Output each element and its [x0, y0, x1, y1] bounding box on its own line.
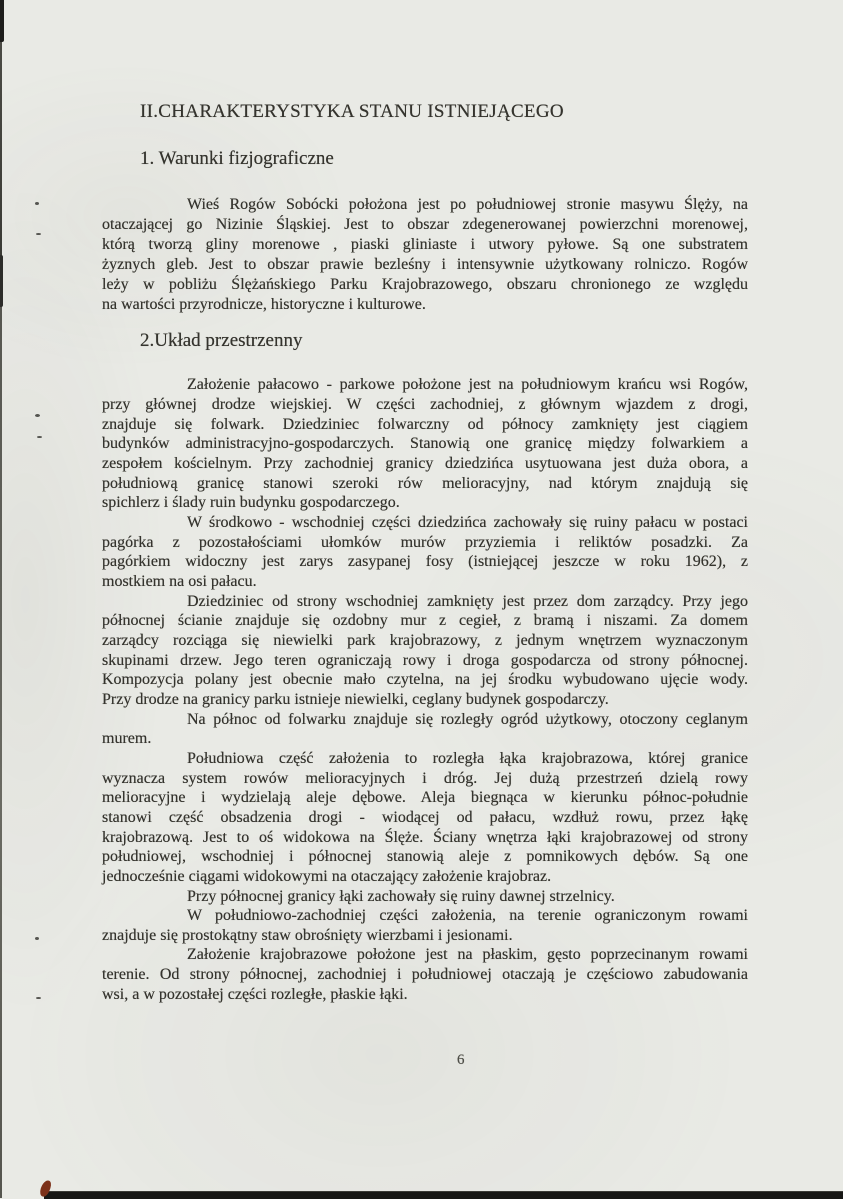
- text-line: zarządcy rozciąga się niewielki park krajobrazowy, z jednym wnętrzem wyznaczonym: [102, 631, 748, 649]
- text-line: znajduje się prostokątny staw obrośnięty wierzbami i jesionami.: [102, 926, 513, 944]
- document-title: II.CHARAKTERYSTYKA STANU ISTNIEJĄCEGO: [140, 101, 564, 122]
- text-line: południowej, wschodniej i północnej stanowią aleje z pomnikowych dębów. Są one: [102, 848, 748, 866]
- document-section: [102, 329, 748, 1004]
- document-section: [102, 147, 748, 314]
- text-line: wyznacza system rowów melioracyjnych i dróg. Jej dużą przestrzeń dzielą rowy: [102, 769, 748, 787]
- text-line: Na północ od folwarku znajduje się rozległy ogród użytkowy, otoczony ceglanym: [187, 710, 748, 728]
- text-line: budynków administracyjno-gospodarczych. Stanowią one granicę między folwarkiem a: [102, 435, 748, 453]
- text-line: terenie. Od strony północnej, zachodniej i południowej otaczają je częściowo zabudowania: [102, 966, 748, 984]
- scan-speck: [35, 937, 39, 940]
- paragraph: [102, 375, 748, 513]
- text-line: melioracyjne i wydzielają aleje dębowe. Aleja biegnąca w kierunku północ-południe: [102, 789, 748, 807]
- paragraph: [102, 906, 748, 945]
- text-line: Przy drodze na granicy parku istnieje niewielki, ceglany budynek gospodarczy.: [102, 690, 609, 708]
- text-line: skupinami drzew. Jego teren ograniczają rowy i droga gospodarcza od strony północnej.: [102, 651, 748, 669]
- text-line: mostkiem na osi pałacu.: [102, 573, 257, 590]
- text-line: wsi, a w pozostałej części rozległe, płaskie łąki.: [102, 985, 408, 1003]
- text-line: pagórka z pozostałościami ułomków murów przyziemia i reliktów posadzki. Za: [102, 533, 748, 551]
- scan-speck: [35, 202, 39, 205]
- text-line: Założenie krajobrazowe położone jest na płaskim, gęsto poprzecinanym rowami: [187, 946, 748, 964]
- scan-speck: [37, 436, 42, 438]
- text-line: krajobrazową. Jest to oś widokowa na Ślęże. Ściany wnętrza łąki krajobrazowej od strony: [102, 828, 748, 846]
- section-heading: 1. Warunki fizjograficzne: [140, 148, 334, 169]
- text-line: otaczającej go Nizinie Śląskiej. Jest to obszar zdegenerowanej powierzchni morenowej,: [102, 215, 748, 233]
- paragraph: [102, 887, 748, 907]
- paragraph: [102, 513, 748, 592]
- scan-speck: [36, 997, 41, 999]
- text-line: jednocześnie ciągami widokowymi na otaczający założenie krajobraz.: [102, 867, 552, 885]
- text-line: na wartości przyrodnicze, historyczne i kulturowe.: [102, 295, 426, 313]
- text-line: leży w pobliżu Ślężańskiego Parku Krajobrazowego, obszaru chronionego ze względu: [102, 275, 748, 293]
- section-heading: 2.Układ przestrzenny: [140, 330, 303, 352]
- text-line: pagórkiem widoczny jest zarys zasypanej fosy (istniejącej jeszcze w roku 1962), z: [102, 553, 748, 571]
- text-line: przy głównej drodze wiejskiej. W części zachodniej, z głównym wjazdem z drogi,: [102, 396, 748, 414]
- text-line: stanowi część obsadzenia drogi - wiodącej od pałacu, wzdłuż rowu, przez łąkę: [102, 808, 748, 826]
- text-line: murem.: [102, 730, 152, 748]
- text-line: spichlerz i ślady ruin budynku gospodarczego.: [102, 494, 400, 512]
- text-line: W środkowo - wschodniej części dziedzińca zachowały się ruiny pałacu w postaci: [187, 514, 748, 532]
- paragraph: [102, 710, 748, 749]
- scan-edge-left-top: [0, 0, 4, 42]
- text-line: Założenie pałacowo - parkowe położone jest na południowym krańcu wsi Rogów,: [187, 376, 748, 394]
- text-line: południową granicę stanowi szeroki rów melioracyjny, nad którym znajdują się: [102, 474, 748, 492]
- scan-speck: [35, 414, 40, 417]
- text-line: Kompozycja polany jest obecnie mało czytelna, na jej środku wybudowano ujęcie wody.: [102, 671, 748, 689]
- text-line: Wieś Rogów Sobócki położona jest po południowej stronie masywu Ślęży, na: [187, 196, 748, 213]
- page-number: 6: [457, 1052, 465, 1068]
- text-line: którą tworzą gliny morenowe , piaski gliniaste i utwory pyłowe. Są one substratem: [102, 235, 748, 253]
- text-line: żyznych gleb. Jest to obszar prawie bezleśny i intensywnie użytkowany rolniczo. Rogów: [102, 255, 748, 273]
- document-content: [102, 0, 748, 1004]
- paragraph: [102, 749, 748, 887]
- text-line: znajduje się folwark. Dziedziniec folwarczny od północy zamknięty jest ciągiem: [102, 415, 748, 433]
- text-line: Południowa część założenia to rozległa łąka krajobrazowa, której granice: [187, 749, 748, 767]
- text-line: W południowo-zachodniej części założenia, na terenie ograniczonym rowami: [187, 907, 748, 925]
- text-line: Przy północnej granicy łąki zachowały się ruiny dawnej strzelnicy.: [187, 887, 615, 905]
- paragraph: [102, 195, 748, 314]
- text-line: zespołem kościelnym. Przy zachodniej granicy dziedzińca usytuowana jest duża obora, a: [102, 455, 748, 473]
- scan-edge-left-mid: [0, 255, 3, 307]
- scan-edge-left: [0, 0, 2, 1198]
- paragraph: [102, 592, 748, 710]
- text-line: Dziedziniec od strony wschodniej zamknięty jest przez dom zarządcy. Przy jego: [187, 592, 748, 610]
- text-line: północnej ścianie znajduje się ozdobny mur z cegieł, z bramą i niszami. Za domem: [102, 612, 748, 630]
- scan-speck: [36, 233, 41, 235]
- paragraph: [102, 945, 748, 1004]
- document-body: [102, 147, 748, 1004]
